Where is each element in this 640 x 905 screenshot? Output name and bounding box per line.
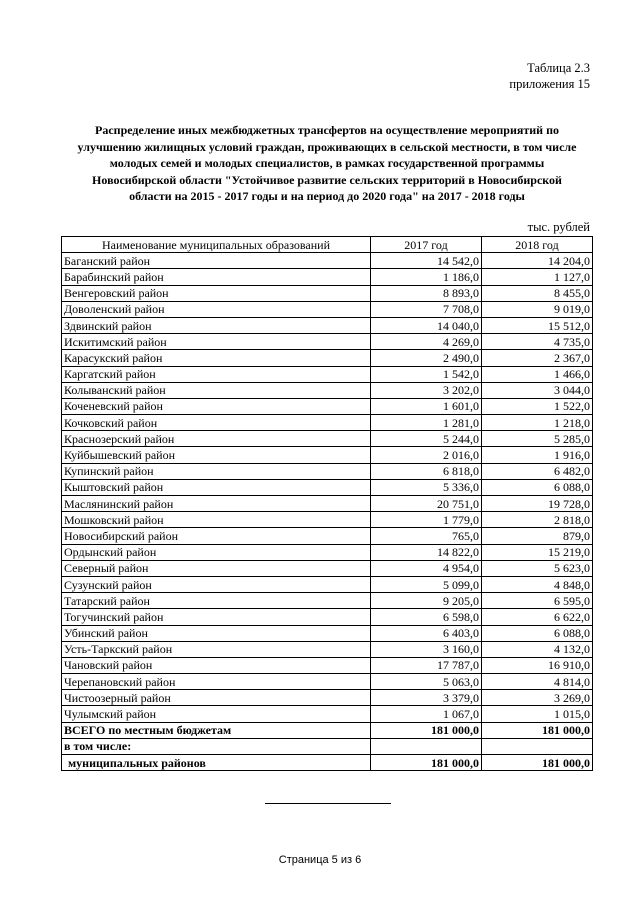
district-name: Усть-Таркский район [62,641,371,657]
value-2018: 19 728,0 [482,496,593,512]
value-2017: 14 040,0 [371,317,482,333]
district-name: Венгеровский район [62,285,371,301]
value-2018: 2 818,0 [482,512,593,528]
district-name: Краснозерский район [62,431,371,447]
value-2018: 4 735,0 [482,334,593,350]
district-name: Каргатский район [62,366,371,382]
district-name: Убинский район [62,625,371,641]
table-row [62,398,593,414]
district-name: Куйбышевский район [62,447,371,463]
district-name: Чулымский район [62,706,371,722]
table-row [62,560,593,576]
value-2017: 5 063,0 [371,674,482,690]
value-2017: 9 205,0 [371,593,482,609]
value-2017: 3 202,0 [371,382,482,398]
table-row [62,479,593,495]
value-2018: 3 269,0 [482,690,593,706]
value-2017: 5 336,0 [371,479,482,495]
value-2018: 6 482,0 [482,463,593,479]
table-row [62,706,593,722]
value-2017: 3 379,0 [371,690,482,706]
table-row [62,496,593,512]
value-2017: 7 708,0 [371,301,482,317]
district-name: Новосибирский район [62,528,371,544]
value-2018: 14 204,0 [482,253,593,269]
table-row [62,301,593,317]
value-2017: 1 601,0 [371,398,482,414]
title-line-1: Распределение иных межбюджетных трансфертов на осуществление мероприятий по [95,123,559,137]
table-row [62,674,593,690]
municipal-row [62,755,593,771]
table-row [62,690,593,706]
value-2018: 879,0 [482,528,593,544]
value-2017: 1 186,0 [371,269,482,285]
title-line-2: улучшению жилищных условий граждан, проживающих в сельской местности, в том числе [77,139,577,154]
table-row [62,657,593,673]
table-row [62,512,593,528]
value-2018: 1 218,0 [482,415,593,431]
table-row [62,269,593,285]
value-2017: 2 016,0 [371,447,482,463]
municipal-label: муниципальных районов [62,755,371,771]
value-2017: 6 403,0 [371,625,482,641]
table-row [62,528,593,544]
value-2018: 3 044,0 [482,382,593,398]
value-2018: 5 285,0 [482,431,593,447]
value-2017: 4 954,0 [371,560,482,576]
district-name: Кочковский район [62,415,371,431]
table-row [62,576,593,592]
district-name: Колыванский район [62,382,371,398]
appendix-label: приложения 15 [509,77,590,91]
value-2018: 6 595,0 [482,593,593,609]
table-row [62,382,593,398]
value-2017: 14 822,0 [371,544,482,560]
district-name: Баганский район [62,253,371,269]
including-label: в том числе: [62,738,371,754]
value-2017: 6 818,0 [371,463,482,479]
value-2018: 6 088,0 [482,625,593,641]
total-row [62,722,593,738]
table-row [62,463,593,479]
table-row [62,285,593,301]
table-row [62,415,593,431]
table-row [62,593,593,609]
distribution-table [61,236,593,771]
district-name: Сузунский район [62,576,371,592]
table-row [62,625,593,641]
district-name: Барабинский район [62,269,371,285]
value-2017: 8 893,0 [371,285,482,301]
table-reference [509,60,590,92]
district-name: Чистоозерный район [62,690,371,706]
table-row [62,253,593,269]
value-2017: 2 490,0 [371,350,482,366]
table-header-row [62,237,593,253]
district-name: Татарский район [62,593,371,609]
district-name: Искитимский район [62,334,371,350]
value-2018: 1 522,0 [482,398,593,414]
value-2017: 5 099,0 [371,576,482,592]
value-2018: 2 367,0 [482,350,593,366]
including-row [62,738,593,754]
value-2018: 5 623,0 [482,560,593,576]
title-line-4: Новосибирской области "Устойчивое развитие сельских территорий в Новосибирской [92,172,562,187]
municipal-2017: 181 000,0 [371,755,482,771]
units-label: тыс. рублей [527,220,590,234]
table-row [62,641,593,657]
total-2017: 181 000,0 [371,722,482,738]
value-2017: 1 542,0 [371,366,482,382]
value-2018: 8 455,0 [482,285,593,301]
value-2018: 4 132,0 [482,641,593,657]
value-2017: 17 787,0 [371,657,482,673]
table-label: Таблица 2.3 [527,61,590,75]
table-row [62,334,593,350]
district-name: Кыштовский район [62,479,371,495]
value-2018: 1 466,0 [482,366,593,382]
district-name: Коченевский район [62,398,371,414]
value-2017: 14 542,0 [371,253,482,269]
table-row [62,317,593,333]
table-row [62,350,593,366]
value-2017: 1 067,0 [371,706,482,722]
page-number: Страница 5 из 6 [278,854,362,866]
value-2018: 1 916,0 [482,447,593,463]
value-2018: 16 910,0 [482,657,593,673]
title-line-3: молодых семей и молодых специалистов, в рамках государственной программы [109,156,545,170]
district-name: Тогучинский район [62,609,371,625]
total-label: ВСЕГО по местным бюджетам [62,722,371,738]
document-title [62,122,592,205]
value-2018: 1 015,0 [482,706,593,722]
municipal-2018: 181 000,0 [482,755,593,771]
value-2017: 1 281,0 [371,415,482,431]
value-2018: 6 622,0 [482,609,593,625]
district-name: Северный район [62,560,371,576]
value-2017: 3 160,0 [371,641,482,657]
district-name: Здвинский район [62,317,371,333]
district-name: Чановский район [62,657,371,673]
title-line-5: области на 2015 - 2017 годы и на период до 2020 года" на 2017 - 2018 годы [129,189,525,203]
table-row [62,447,593,463]
value-2017: 20 751,0 [371,496,482,512]
value-2017: 765,0 [371,528,482,544]
district-name: Маслянинский район [62,496,371,512]
district-name: Доволенский район [62,301,371,317]
table-body [62,253,593,771]
value-2017: 5 244,0 [371,431,482,447]
district-name: Черепановский район [62,674,371,690]
district-name: Мошковский район [62,512,371,528]
total-2018: 181 000,0 [482,722,593,738]
district-name: Ордынский район [62,544,371,560]
value-2018: 15 512,0 [482,317,593,333]
empty-cell [482,738,593,754]
value-2017: 6 598,0 [371,609,482,625]
table-row [62,544,593,560]
divider-line [265,803,391,804]
value-2017: 1 779,0 [371,512,482,528]
table-row [62,366,593,382]
column-header-2018: 2018 год [482,237,593,253]
district-name: Купинский район [62,463,371,479]
value-2018: 9 019,0 [482,301,593,317]
value-2018: 1 127,0 [482,269,593,285]
district-name: Карасукский район [62,350,371,366]
value-2018: 6 088,0 [482,479,593,495]
column-header-name: Наименование муниципальных образований [62,237,371,253]
table-row [62,609,593,625]
table-row [62,431,593,447]
empty-cell [371,738,482,754]
column-header-2017: 2017 год [371,237,482,253]
value-2018: 4 814,0 [482,674,593,690]
value-2018: 4 848,0 [482,576,593,592]
value-2018: 15 219,0 [482,544,593,560]
value-2017: 4 269,0 [371,334,482,350]
